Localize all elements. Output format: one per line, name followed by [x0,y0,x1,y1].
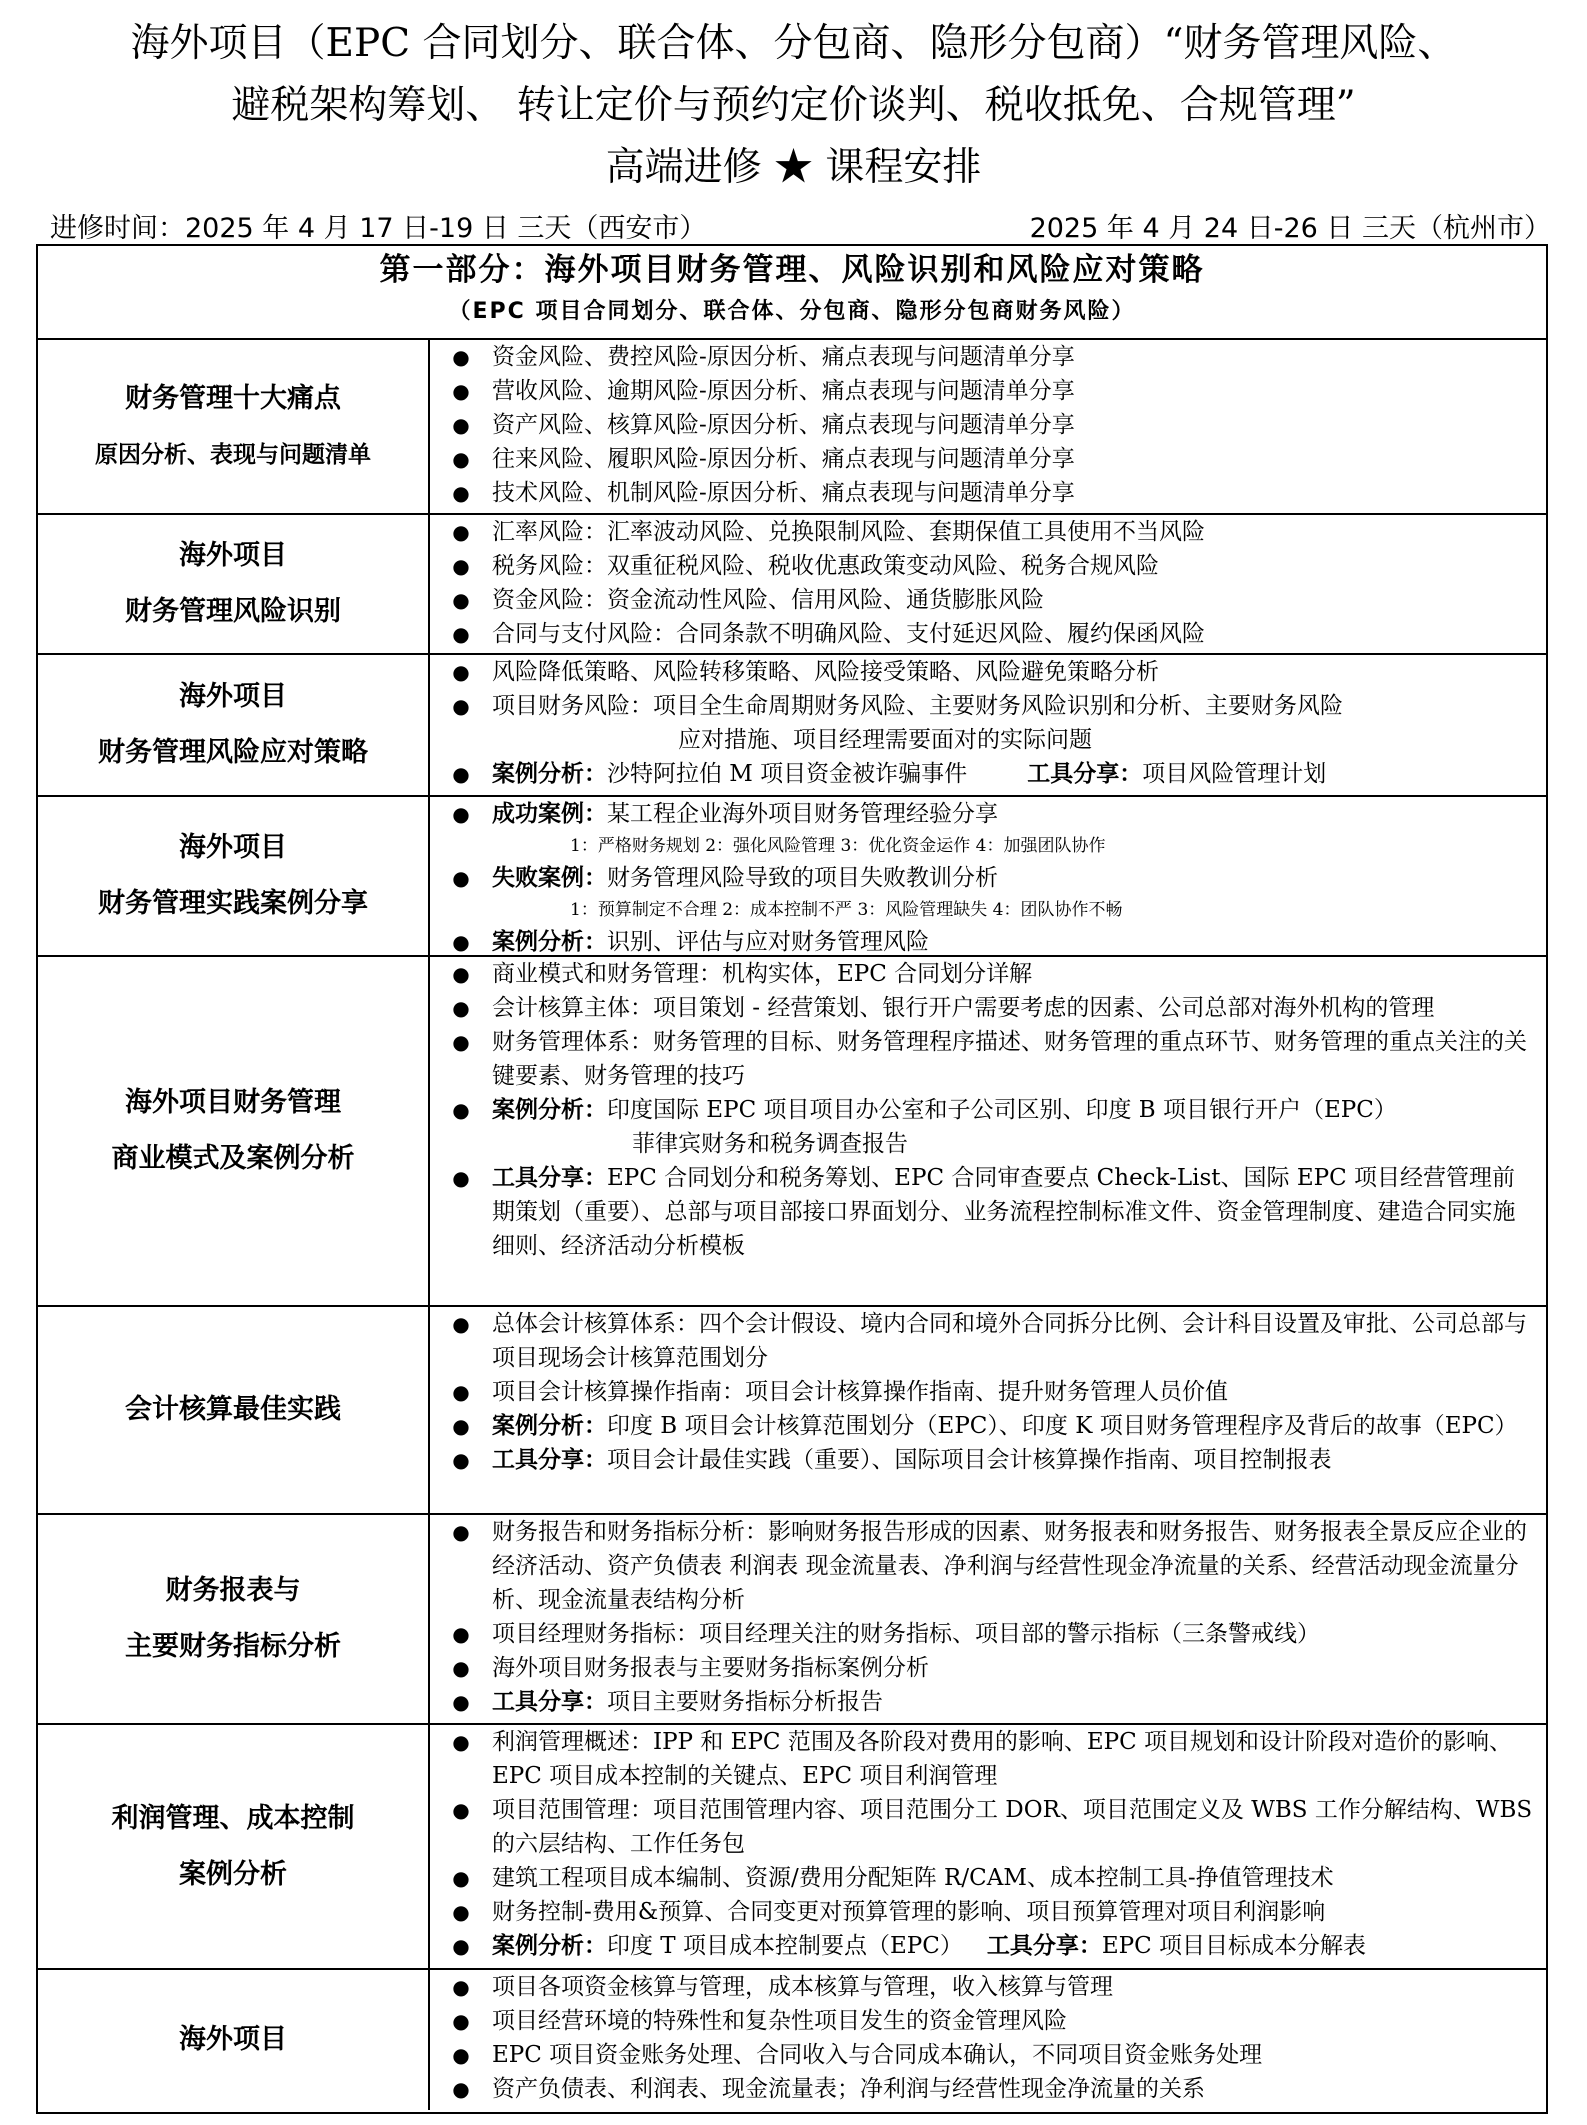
bullet-icon: ● [452,379,470,403]
item-text: 资金风险、费控风险-原因分析、痛点表现与问题清单分享 [492,344,1075,370]
list-item [430,1685,1536,1719]
list-item [430,2072,1536,2106]
item-text [492,757,1536,791]
bullet-icon: ● [452,1798,470,1822]
module-title-line: 财务管理风险应对策略 [98,737,368,768]
item-text: 财务报告和财务指标分析：影响财务报告形成的因素、财务报表和财务报告、财务报表全景反应企业的经济活动、资产负债表 利润表 现金流量表、净利润与经营性现金净流量的关系、经营活动现金流量分析、现金流量表结构分析 [492,1519,1527,1613]
bullet-icon: ● [452,866,470,890]
module-title-line: 原因分析、表现与问题清单 [95,441,371,468]
module-title [38,1307,430,1513]
success-case-text: 某工程企业海外项目财务管理经验分享 [607,801,998,827]
module-content [430,340,1546,513]
tool-label: 工具分享： [492,1447,607,1473]
list-item [430,1929,1536,1963]
bullet-icon: ● [452,1448,470,1472]
list-item [430,1725,1536,1793]
list-item [430,861,1536,895]
item-text: 技术风险、机制风险-原因分析、痛点表现与问题清单分享 [492,480,1075,506]
module-content [430,957,1546,1305]
bullet-icon: ● [452,481,470,505]
module-title [38,1725,430,1968]
item-text: 会计核算主体：项目策划 - 经营策划、银行开户需要考虑的因素、公司总部对海外机构的管理 [492,995,1435,1021]
list-item [430,1025,1536,1093]
bullet-icon: ● [452,1900,470,1924]
module-title-line: 海外项目 [179,832,287,863]
item-text [492,1093,1536,1161]
list-item [430,757,1536,791]
module-title-line: 财务报表与 [165,1575,301,1606]
course-title-line-3: 高端进修 ★ 课程安排 [605,145,982,190]
case-text: 印度国际 EPC 项目项目办公室和子公司区别、印度 B 项目银行开户（EPC） [607,1097,1397,1123]
item-text [492,925,1536,959]
module-content [430,1970,1546,2110]
item-text: 财务管理体系：财务管理的目标、财务管理程序描述、财务管理的重点环节、财务管理的重点关注的关键要素、财务管理的技巧 [492,1029,1527,1089]
item-text [492,861,1536,895]
module-title-line: 商业模式及案例分析 [111,1143,355,1174]
module-title-line: 案例分析 [179,1858,287,1890]
item-text: 资产负债表、利润表、现金流量表；净利润与经营性现金净流量的关系 [492,2076,1205,2102]
list-item [430,2004,1536,2038]
item-text: 建筑工程项目成本编制、资源/费用分配矩阵 R/CAM、成本控制工具-挣值管理技术 [492,1865,1334,1891]
bullet-icon: ● [452,694,470,718]
list-item [430,1651,1536,1685]
item-text: 税务风险：双重征税风险、税收优惠政策变动风险、税务合规风险 [492,553,1159,579]
case-label: 案例分析： [492,761,607,787]
sub-item-list: 1：预算制定不合理 2：成本控制不严 3：风险管理缺失 4：团队协作不畅 [570,900,1123,920]
bullet-icon: ● [452,447,470,471]
bullet-icon: ● [452,996,470,1020]
bullet-icon: ● [452,1934,470,1958]
bullet-icon: ● [452,962,470,986]
item-text [492,1929,1536,1963]
list-item [430,1443,1536,1477]
module-content [430,515,1546,653]
item-text: 项目会计核算操作指南：项目会计核算操作指南、提升财务管理人员价值 [492,1379,1228,1405]
case-label: 案例分析： [492,1097,607,1123]
module-row-pain-points [38,340,1546,515]
module-title-line: 海外项目 [179,2024,287,2055]
item-text [492,797,1536,831]
bullet-icon: ● [452,1975,470,1999]
module-title [38,957,430,1305]
item-text: 资金风险：资金流动性风险、信用风险、通货膨胀风险 [492,587,1044,613]
case-text-continuation: 菲律宾财务和税务调查报告 [632,1131,908,1157]
tool-text: 项目会计最佳实践（重要）、国际项目会计核算操作指南、项目控制报表 [607,1447,1332,1473]
module-row-financial-statements [38,1515,1546,1725]
list-item [430,340,1536,374]
list-item [430,617,1536,651]
item-text: 总体会计核算体系：四个会计假设、境内合同和境外合同拆分比例、会计科目设置及审批、公司总部与项目现场会计核算范围划分 [492,1311,1527,1371]
module-title-line: 海外项目 [179,681,287,712]
module-row-practice-cases [38,797,1546,957]
sub-item-list: 1：严格财务规划 2：强化风险管理 3：优化资金运作 4：加强团队协作 [570,836,1106,856]
module-content [430,1307,1546,1513]
module-content [430,1515,1546,1723]
bullet-icon: ● [452,1622,470,1646]
list-item [430,2038,1536,2072]
list-item [430,374,1536,408]
module-title-line: 财务管理风险识别 [125,596,341,627]
item-text [492,1161,1536,1263]
bullet-icon: ● [452,802,470,826]
case-text: 印度 T 项目成本控制要点（EPC） [607,1933,963,1959]
list-item [430,549,1536,583]
section-title: 第一部分：海外项目财务管理、风险识别和风险应对策略 [379,252,1205,288]
module-title [38,655,430,795]
bullet-icon: ● [452,1166,470,1190]
bullet-icon: ● [452,554,470,578]
case-label: 案例分析： [492,1413,607,1439]
item-text [492,1443,1536,1477]
list-item [430,925,1536,959]
section-header [38,246,1546,340]
list-item [430,408,1536,442]
bullet-icon: ● [452,1312,470,1336]
module-title [38,797,430,955]
item-text: 项目范围管理：项目范围管理内容、项目范围分工 DOR、项目范围定义及 WBS 工作分解结构、WBS 的六层结构、工作任务包 [492,1797,1533,1857]
item-text [492,689,1536,757]
item-text-part: 项目财务风险：项目全生命周期财务风险、主要财务风险识别和分析、主要财务风险 [492,693,1343,719]
module-title-line: 财务管理实践案例分享 [98,888,368,919]
tool-text: EPC 项目目标成本分解表 [1101,1933,1367,1959]
failure-case-label: 失败案例： [492,865,607,891]
list-item [430,1161,1536,1263]
schedule-dates-right: 2025 年 4 月 24 日-26 日 三天（杭州市） [1029,213,1551,244]
tool-label: 工具分享： [1027,761,1143,787]
bullet-icon: ● [452,1520,470,1544]
item-text: 海外项目财务报表与主要财务指标案例分析 [492,1655,929,1681]
bullet-icon: ● [452,520,470,544]
list-item [430,1375,1536,1409]
list-item [430,1895,1536,1929]
bullet-icon: ● [452,1866,470,1890]
failure-case-text: 财务管理风险导致的项目失败教训分析 [607,865,998,891]
list-item [430,689,1536,757]
case-text: 识别、评估与应对财务管理风险 [607,929,929,955]
bullet-icon: ● [452,1656,470,1680]
bullet-icon: ● [452,660,470,684]
tool-label: 工具分享： [492,1689,607,1715]
list-item [430,1307,1536,1375]
bullet-icon: ● [452,930,470,954]
list-item [430,991,1536,1025]
module-title-line: 海外项目 [179,540,287,571]
module-content [430,1725,1546,1968]
section-subtitle: （EPC 项目合同划分、联合体、分包商、隐形分包商财务风险） [448,299,1136,324]
bullet-icon: ● [452,2043,470,2067]
module-content [430,797,1546,955]
module-row-business-model [38,957,1546,1307]
module-title-line: 会计核算最佳实践 [125,1394,341,1425]
item-text: 往来风险、履职风险-原因分析、痛点表现与问题清单分享 [492,446,1075,472]
module-title-line: 财务管理十大痛点 [125,382,341,414]
bullet-icon: ● [452,1030,470,1054]
list-item [430,583,1536,617]
bullet-icon: ● [452,762,470,786]
list-item [430,1409,1536,1443]
course-schedule-table [36,244,1548,2114]
module-row-overseas-funds [38,1970,1546,2110]
list-item [430,797,1536,831]
bullet-icon: ● [452,2077,470,2101]
bullet-icon: ● [452,2009,470,2033]
case-text: 印度 B 项目会计核算范围划分（EPC）、印度 K 项目财务管理程序及背后的故事（EPC） [607,1413,1518,1439]
item-text: 营收风险、逾期风险-原因分析、痛点表现与问题清单分享 [492,378,1075,404]
item-text-continuation: 应对措施、项目经理需要面对的实际问题 [678,727,1092,753]
item-text: 合同与支付风险：合同条款不明确风险、支付延迟风险、履约保函风险 [492,621,1205,647]
list-item [430,655,1536,689]
item-text: 汇率风险：汇率波动风险、兑换限制风险、套期保值工具使用不当风险 [492,519,1205,545]
list-item [430,442,1536,476]
item-text: 商业模式和财务管理：机构实体，EPC 合同划分详解 [492,961,1033,987]
case-text: 沙特阿拉伯 M 项目资金被诈骗事件 [607,761,968,787]
bullet-icon: ● [452,413,470,437]
schedule-dates-left: 进修时间：2025 年 4 月 17 日-19 日 三天（西安市） [50,213,707,244]
list-item [430,1861,1536,1895]
bullet-icon: ● [452,622,470,646]
item-text: 财务控制-费用&预算、合同变更对预算管理的影响、项目预算管理对项目利润影响 [492,1899,1326,1925]
case-label: 案例分析： [492,1933,607,1959]
list-item [430,1093,1536,1161]
item-text: 项目经营环境的特殊性和复杂性项目发生的资金管理风险 [492,2008,1067,2034]
list-item [430,1970,1536,2004]
module-row-risk-response [38,655,1546,797]
module-title-line: 主要财务指标分析 [125,1631,341,1662]
case-label: 案例分析： [492,929,607,955]
list-item [430,957,1536,991]
module-title [38,515,430,653]
item-text: EPC 项目资金账务处理、合同收入与合同成本确认，不同项目资金账务处理 [492,2042,1263,2068]
item-text: 项目各项资金核算与管理，成本核算与管理，收入核算与管理 [492,1974,1113,2000]
bullet-icon: ● [452,1690,470,1714]
item-text: 风险降低策略、风险转移策略、风险接受策略、风险避免策略分析 [492,659,1159,685]
course-title-line-1: 海外项目（EPC 合同划分、联合体、分包商、隐形分包商）“财务管理风险、 [130,21,1457,66]
module-title [38,340,430,513]
item-text [492,1685,1536,1719]
list-item [430,1793,1536,1861]
tool-label: 工具分享： [986,1933,1102,1959]
tool-text: 项目主要财务指标分析报告 [607,1689,883,1715]
list-item [430,476,1536,510]
tool-text: 项目风险管理计划 [1142,761,1327,787]
bullet-icon: ● [452,1730,470,1754]
bullet-icon: ● [452,588,470,612]
module-row-accounting-practice [38,1307,1546,1515]
module-row-risk-identification [38,515,1546,655]
list-item [430,515,1536,549]
tool-text: EPC 合同划分和税务筹划、EPC 合同审查要点 Check-List、国际 EPC 项目经营管理前期策划（重要）、总部与项目部接口界面划分、业务流程控制标准文件、资金管理制度、建造合同实施细则、经济活动分析模板 [492,1165,1516,1259]
bullet-icon: ● [452,345,470,369]
item-text: 资产风险、核算风险-原因分析、痛点表现与问题清单分享 [492,412,1075,438]
module-content [430,655,1546,795]
bullet-icon: ● [452,1098,470,1122]
bullet-icon: ● [452,1380,470,1404]
item-text: 项目经理财务指标：项目经理关注的财务指标、项目部的警示指标（三条警戒线） [492,1621,1320,1647]
module-title [38,1970,430,2110]
tool-label: 工具分享： [492,1165,607,1191]
list-item [430,1617,1536,1651]
course-title-line-2: 避税架构筹划、 转让定价与预约定价谈判、税收抵免、合规管理” [231,83,1356,128]
bullet-icon: ● [452,1414,470,1438]
success-case-label: 成功案例： [492,801,607,827]
module-title-line: 利润管理、成本控制 [111,1802,355,1834]
list-item [430,1515,1536,1617]
module-title-line: 海外项目财务管理 [125,1087,341,1118]
module-row-profit-cost-control [38,1725,1546,1970]
module-title [38,1515,430,1723]
item-text: 利润管理概述：IPP 和 EPC 范围及各阶段对费用的影响、EPC 项目规划和设计阶段对造价的影响、EPC 项目成本控制的关键点、EPC 项目利润管理 [492,1729,1513,1789]
item-text [492,1409,1536,1443]
